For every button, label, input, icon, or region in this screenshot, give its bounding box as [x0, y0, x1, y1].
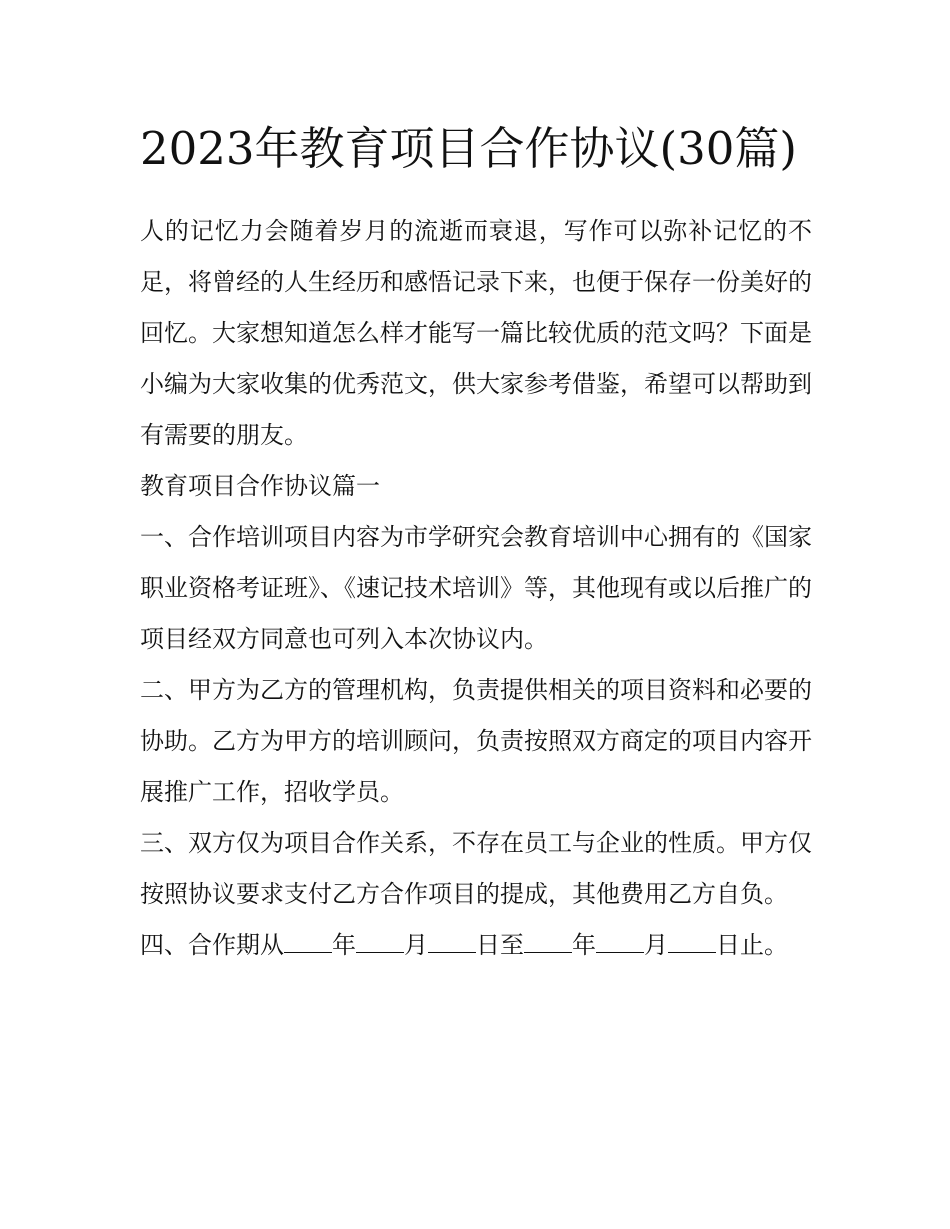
clause-3: 三、双方仅为项目合作关系，不存在员工与企业的性质。甲方仅按照协议要求支付乙方合作项目的提成，其他费用乙方自负。: [140, 829, 812, 908]
blank-line: [524, 932, 572, 953]
clause-4-year1: 年: [332, 931, 356, 959]
clause-2: 二、甲方为乙方的管理机构，负责提供相关的项目资料和必要的协助。乙方为甲方的培训顾问，负责按照双方商定的项目内容开展推广工作，招收学员。: [140, 676, 812, 806]
document-title: 2023年教育项目合作协议(30篇): [140, 122, 797, 175]
intro-paragraph: 人的记忆力会随着岁月的流逝而衰退，写作可以弥补记忆的不足，将曾经的人生经历和感悟记录下来，也便于保存一份美好的回忆。大家想知道怎么样才能写一篇比较优质的范文吗？下面是小编为大家收集的优秀范文，供大家参考借鉴，希望可以帮助到有需要的朋友。: [140, 217, 812, 449]
clause-4-month1: 月: [404, 931, 428, 959]
blank-line: [668, 932, 716, 953]
blank-line: [428, 932, 476, 953]
blank-line: [356, 932, 404, 953]
document-page: [140, 112, 812, 971]
clause-4-day2: 日止。: [716, 931, 788, 959]
clause-4-year2: 年: [572, 931, 596, 959]
clause-1: 一、合作培训项目内容为市学研究会教育培训中心拥有的《国家职业资格考证班》、《速记技术培训》等，其他现有或以后推广的项目经双方同意也可列入本次协议内。: [140, 523, 812, 653]
blank-line: [284, 932, 332, 953]
section-heading: 教育项目合作协议篇一: [140, 472, 380, 500]
blank-line: [596, 932, 644, 953]
clause-4-period: [140, 920, 812, 971]
clause-4-day1: 日至: [476, 931, 524, 959]
clause-4-month2: 月: [644, 931, 668, 959]
clause-4-prefix: 四、合作期从: [140, 931, 284, 959]
